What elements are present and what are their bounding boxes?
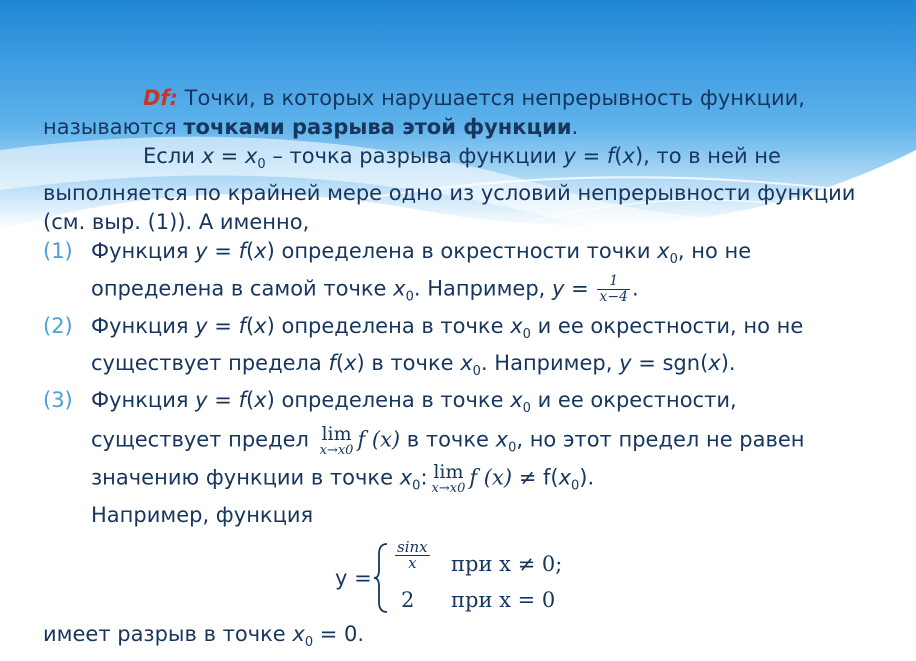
limit-word: lim	[321, 422, 352, 445]
text: ) определена в окрестности точки	[266, 239, 658, 264]
var: x	[622, 144, 635, 168]
case1-condition: при x ≠ 0;	[451, 552, 563, 576]
text: :	[420, 465, 428, 490]
fraction-denominator: x	[408, 554, 417, 572]
subscript: 0	[405, 290, 414, 306]
text: Функция	[91, 388, 196, 413]
fraction-denominator: x−4	[599, 289, 628, 306]
subscript: 0	[522, 401, 531, 417]
var: f	[328, 351, 336, 376]
limit-expression	[432, 462, 466, 495]
limit-subscript: x→x0	[319, 442, 354, 458]
text: =	[575, 144, 607, 168]
text: имеет разрыв в точке	[43, 622, 293, 646]
var: x	[460, 351, 473, 376]
df-label: Df:	[143, 86, 178, 110]
text: Если	[143, 144, 202, 168]
condition-1	[43, 237, 873, 312]
slide-content	[43, 84, 873, 657]
subscript: 0	[522, 327, 531, 343]
list-number: (1)	[43, 239, 73, 264]
list-number: (3)	[43, 388, 73, 413]
limit-subscript: x→x0	[431, 481, 466, 497]
subscript: 0	[571, 479, 580, 494]
function-lhs: y =	[335, 566, 372, 590]
example-intro: Например, функция	[91, 503, 314, 527]
var: x	[510, 314, 523, 339]
text: . Например,	[480, 351, 620, 376]
math-expression: f (x)	[357, 427, 401, 452]
var: x	[254, 314, 267, 339]
text: (	[245, 314, 255, 339]
text: = 0.	[313, 622, 365, 646]
text: , но не определена в самой точке	[91, 239, 752, 301]
text: f(	[536, 465, 559, 490]
text: =	[207, 239, 239, 264]
bold-term: точками разрыва этой функции	[183, 115, 572, 139]
var: x	[399, 465, 413, 490]
var: f	[606, 144, 615, 168]
var: x	[254, 239, 267, 264]
var: f	[238, 239, 246, 264]
subscript: 0	[412, 479, 421, 494]
var: x	[708, 351, 721, 376]
fraction	[597, 274, 630, 305]
text: ) в точке	[356, 351, 461, 376]
case2-condition: при x = 0	[451, 588, 556, 612]
var: x	[292, 622, 305, 646]
var: x	[254, 388, 267, 413]
limit-expression	[320, 424, 354, 457]
subscript: 0	[257, 157, 266, 173]
fraction-numerator: sinx	[397, 538, 428, 556]
text: ).	[579, 465, 595, 490]
text: . Например,	[413, 276, 553, 301]
text: ) определена в точке	[266, 388, 511, 413]
text: =	[207, 314, 239, 339]
var: x	[510, 388, 523, 413]
limit-word: lim	[433, 461, 464, 484]
var: y	[619, 351, 632, 376]
text: ), то в ней не выполняется по крайней мере одно из условий непрерывности функции (см. выр. (1)). А именно,	[43, 144, 856, 235]
subscript: 0	[508, 440, 517, 456]
brace-icon	[373, 542, 391, 614]
fraction-numerator: 1	[597, 274, 630, 290]
list-number: (2)	[43, 314, 73, 339]
discontinuity-paragraph	[43, 142, 873, 237]
text: в точке	[400, 427, 496, 452]
var: y	[552, 276, 565, 301]
text: ).	[720, 351, 736, 376]
text: =	[207, 388, 239, 413]
text: = sgn(	[631, 351, 709, 376]
var: y	[195, 239, 208, 264]
var: x	[344, 351, 357, 376]
text: , но этот предел не равен значению функции в точке	[91, 427, 805, 490]
text: ) определена в точке	[266, 314, 511, 339]
text: =	[214, 144, 245, 168]
var: y	[195, 314, 208, 339]
text: – точка разрыва функции	[265, 144, 564, 168]
math-expression: f (x) ≠	[469, 465, 537, 490]
text: Функция	[91, 239, 196, 264]
var: x	[244, 144, 258, 168]
var: x	[558, 465, 571, 490]
text: (	[245, 388, 255, 413]
subscript: 0	[669, 252, 678, 268]
text: =	[564, 276, 596, 301]
text: и ее окрестности, существует предел	[91, 388, 737, 452]
var: x	[495, 427, 509, 452]
var: f	[238, 314, 246, 339]
condition-2	[43, 312, 873, 386]
text: Функция	[91, 314, 196, 339]
text: (	[614, 144, 623, 168]
text: (	[245, 239, 255, 264]
text: (	[335, 351, 345, 376]
condition-3	[43, 386, 873, 530]
case2-value: 2	[401, 588, 415, 612]
text: Точки, в которых нарушается непрерывность функции, называются	[43, 86, 805, 139]
var: y	[563, 144, 576, 168]
definition-paragraph	[43, 84, 873, 142]
case1-fraction	[395, 540, 430, 571]
subscript: 0	[304, 635, 314, 651]
text: и ее окрестности, но не существует предела	[91, 314, 804, 376]
var: x	[657, 239, 670, 264]
var: y	[195, 388, 208, 413]
conclusion-paragraph	[43, 620, 873, 657]
text: .	[631, 276, 639, 301]
piecewise-function	[43, 536, 873, 616]
subscript: 0	[472, 364, 481, 380]
var: f	[238, 388, 246, 413]
text: .	[571, 115, 579, 139]
var: x	[393, 276, 406, 301]
var: x	[201, 144, 214, 168]
